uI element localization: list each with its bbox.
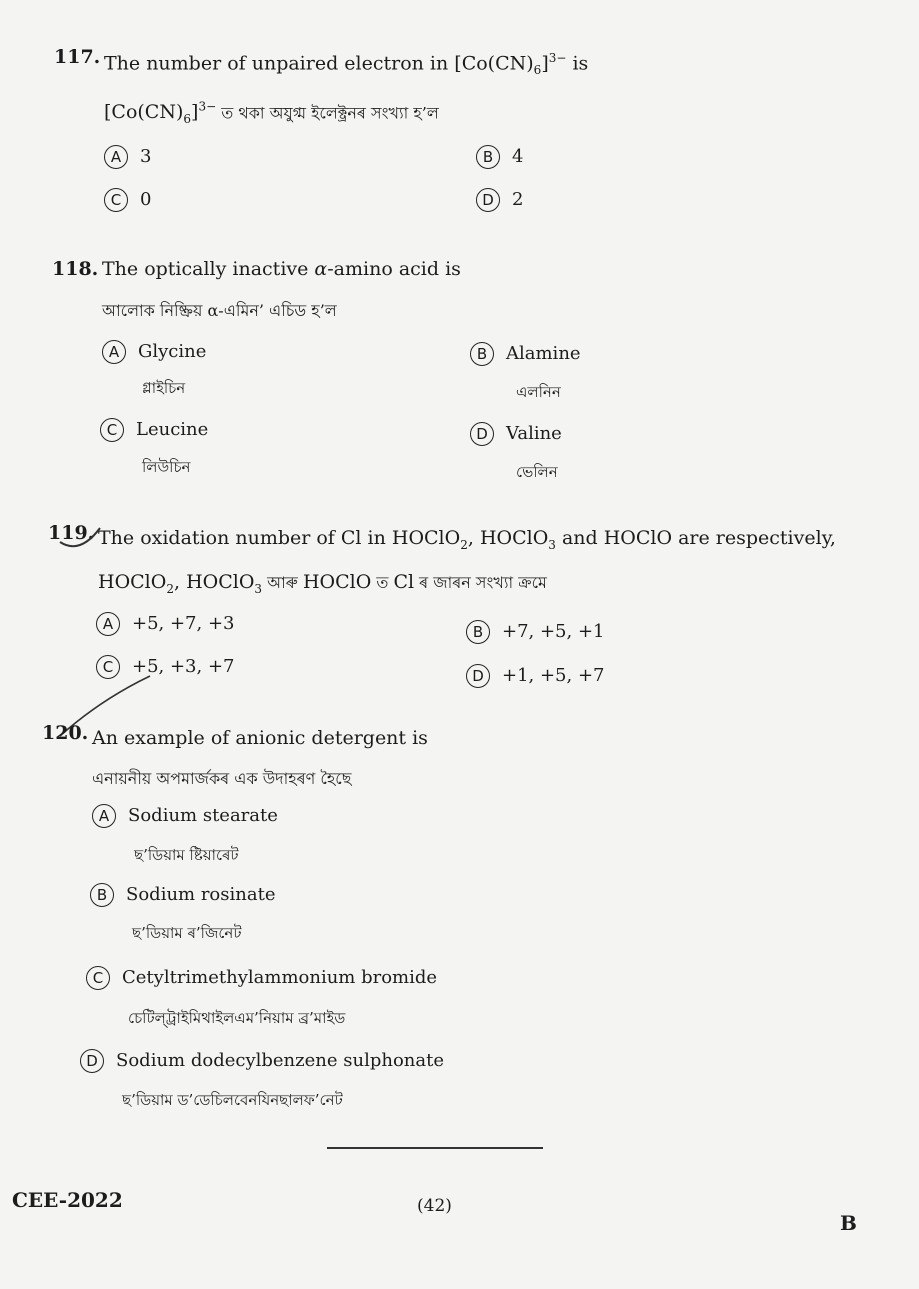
option-a[interactable]: [92, 804, 278, 828]
option-label-icon: D: [476, 188, 500, 212]
option-d-as: ছ’ডিয়াম ড’ডেচিলবেনযিনছালফ’নেট: [122, 1091, 343, 1109]
end-rule: [327, 1147, 543, 1149]
question-text-as: এনায়নীয় অপমাৰ্জকৰ এক উদাহৰণ হৈছে: [92, 769, 352, 788]
page-number: (42): [417, 1196, 452, 1216]
option-a-as: গ্লাইচিন: [142, 379, 186, 397]
question-text-en: The oxidation number of Cl in HOClO$_2$, HOClO$_3$ and HOClO are respectively,: [98, 527, 836, 552]
option-text: Sodium rosinate: [126, 884, 276, 905]
option-text: Leucine: [136, 419, 209, 440]
option-label-icon: C: [104, 188, 128, 212]
option-text: Valine: [506, 423, 562, 444]
question-text-en: The number of unpaired electron in $[Co(CN)_6]^{3-}$ is: [104, 51, 589, 78]
option-text: Sodium dodecylbenzene sulphonate: [116, 1050, 444, 1071]
option-d-as: ভেলিন: [516, 463, 558, 481]
set-code: B: [840, 1211, 857, 1235]
question-text-en: An example of anionic detergent is: [92, 727, 428, 749]
option-b[interactable]: [90, 883, 275, 907]
option-label-icon: A: [104, 145, 128, 169]
option-label-icon: B: [90, 883, 114, 907]
option-a-as: ছ’ডিয়াম ষ্টিয়াৰেট: [134, 846, 239, 864]
option-text: +7, +5, +1: [502, 621, 605, 642]
option-label-icon: B: [466, 620, 490, 644]
option-label-icon: A: [96, 612, 120, 636]
option-text: +1, +5, +7: [502, 665, 605, 686]
option-text: 0: [140, 189, 152, 210]
question-text-en: The optically inactive α-amino acid is: [102, 258, 461, 280]
question-number: 119.: [48, 522, 95, 544]
option-b-as: এলনিন: [516, 383, 561, 401]
option-label-icon: B: [470, 342, 494, 366]
question-text-as: $[Co(CN)_6]^{3-}$ ত থকা অযুগ্ম ইলেক্ট্ৰনৰ সংখ্যা হ’ল: [104, 100, 439, 127]
option-label-icon: C: [96, 655, 120, 679]
option-text: +5, +3, +7: [132, 656, 235, 677]
question-number: 120.: [42, 722, 89, 744]
option-label-icon: C: [100, 418, 124, 442]
option-c[interactable]: [86, 966, 437, 990]
exam-code: CEE-2022: [12, 1188, 123, 1212]
option-text: Glycine: [138, 341, 207, 362]
question-number: 117.: [54, 46, 101, 68]
option-text: Sodium stearate: [128, 805, 278, 826]
question-number: 118.: [52, 258, 99, 280]
option-c-as: লিউচিন: [142, 458, 191, 476]
option-text: Cetyltrimethylammonium bromide: [122, 967, 438, 988]
option-label-icon: B: [476, 145, 500, 169]
question-text-as: HOClO$_2$, HOClO$_3$ আৰু HOClO ত Cl ৰ জাৰন সংখ্যা ক্ৰমে: [98, 571, 547, 596]
option-d[interactable]: [80, 1049, 444, 1073]
option-label-icon: A: [102, 340, 126, 364]
option-label-icon: A: [92, 804, 116, 828]
option-label-icon: D: [466, 664, 490, 688]
option-text: 3: [140, 146, 152, 167]
option-text: 2: [512, 189, 524, 210]
option-b-as: ছ’ডিয়াম ৰ’জিনেট: [132, 924, 242, 942]
option-label-icon: C: [86, 966, 110, 990]
option-label-icon: D: [80, 1049, 104, 1073]
option-text: Alamine: [506, 343, 581, 364]
question-text-as: আলোক নিষ্ক্ৰিয় α-এমিন’ এচিড হ’ল: [102, 301, 337, 320]
option-label-icon: D: [470, 422, 494, 446]
option-c-as: চেটিল্‌ট্ৰাইমিথাইলএম’নিয়াম ব্ৰ’মাইড: [128, 1009, 346, 1027]
option-text: +5, +7, +3: [132, 613, 235, 634]
option-text: 4: [512, 146, 524, 167]
